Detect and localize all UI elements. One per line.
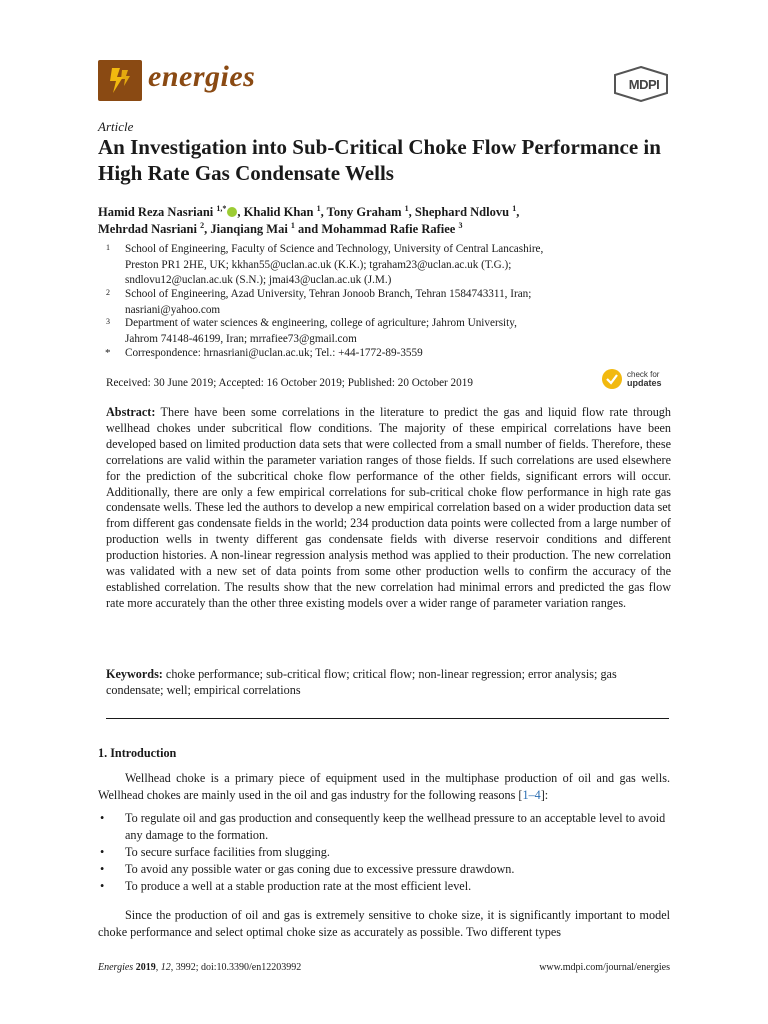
author-name[interactable]: Khalid Khan: [243, 205, 314, 219]
lightning-icon: [98, 60, 142, 101]
bullet-icon: •: [100, 811, 105, 825]
author-name[interactable]: Tony Graham: [326, 205, 402, 219]
journal-name[interactable]: energies: [148, 60, 256, 93]
abstract-text: There have been some correlations in the literature to predict the gas and liquid flow rate through wellhead chokes under subcritical flow conditions. The majority of these empirical correlations have been developed based on limited production data sets that were collected from a small number of fields. Therefore, these correlations are valid within the parameter variation ranges of those fields. If such correlations are used elsewhere for the prediction of the subcritical choke flow performance of the other fields, significant errors will occur. Additionally, there are only a few empirical correlations for sub-critical choke flow performance in high rate gas condensate wells. These led the authors to develop a new empirical correlation based on a wider production data set from different gas condensate fields in the world; 234 production data points were collected from a large number of production wells in twenty different gas condensate fields with diverse reservoir conditions and different production histories. A non-linear regression analysis method was applied to their production. The new correlation was validated with a new set of data points from some other production wells to confirm the accuracy of the established correlation. The results show that the new correlation had minimal errors and predicted the gas flow rate more accurately than the other three existing models over a wider range of parameter variation ranges.: [106, 405, 671, 610]
author-affil: 1,*: [216, 203, 227, 213]
paragraph-text-end: ]:: [540, 788, 549, 802]
reasons-list: [98, 810, 670, 895]
divider: [106, 718, 669, 719]
affiliation-line: Preston PR1 2HE, UK; kkhan55@uclan.ac.uk (K.K.); tgraham23@uclan.ac.uk (T.G.);: [125, 258, 512, 271]
list-item-text: To produce a well at a stable production rate at the most efficient level.: [125, 879, 472, 893]
list-item: [98, 844, 670, 861]
check-for-updates-badge[interactable]: [601, 368, 681, 392]
section-heading: 1. Introduction: [98, 746, 177, 760]
check-updates-icon: [601, 368, 623, 390]
article-title: An Investigation into Sub-Critical Choke Flow Performance in High Rate Gas Condensate Wells: [98, 135, 661, 185]
publication-dates: Received: 30 June 2019; Accepted: 16 October 2019; Published: 20 October 2019: [106, 377, 473, 389]
author-affil: 1: [512, 203, 517, 213]
affiliation-line: Department of water sciences & engineering, college of agriculture; Jahrom University,: [125, 317, 517, 329]
publisher-name: MDPI: [628, 77, 660, 92]
correspondence-line: Correspondence: hrnasriani@uclan.ac.uk; Tel.: +44-1772-89-3559: [125, 347, 423, 359]
list-item: [98, 878, 670, 895]
article-type: Article: [98, 119, 134, 134]
author-name[interactable]: Mohammad Rafie Rafiee: [321, 222, 456, 236]
check-updates-line2: updates: [627, 378, 662, 388]
orcid-icon[interactable]: [227, 207, 237, 217]
intro-paragraph-1: [98, 770, 670, 804]
footer-volume: 12: [160, 962, 171, 973]
intro-paragraph-2: Since the production of oil and gas is extremely sensitive to choke size, it is significantly important to model choke performance and select optimal choke size as accurately as possible. Two different types: [98, 908, 670, 939]
check-updates-line1: check for: [627, 370, 660, 379]
affiliation-number: 2: [106, 288, 110, 297]
citation-link[interactable]: 1–4: [522, 788, 541, 802]
affiliation-1: [98, 242, 678, 289]
bullet-icon: •: [100, 879, 105, 893]
affiliation-line: School of Engineering, Azad University, Tehran Jonoob Branch, Tehran 1584743311, Iran;: [125, 288, 532, 300]
affiliation-line: sndlovu12@uclan.ac.uk (S.N.); jmai43@uclan.ac.uk (J.M.): [125, 274, 392, 286]
affiliation-line: Jahrom 74148-46199, Iran; mrrafiee73@gmail.com: [125, 332, 357, 345]
bullet-icon: •: [100, 845, 105, 859]
list-item-text: To regulate oil and gas production and consequently keep the wellhead pressure to an acceptable level to avoid any damage to the formation.: [125, 811, 666, 842]
affiliation-3: [98, 316, 678, 347]
author-name[interactable]: Hamid Reza Nasriani: [98, 205, 214, 219]
list-item-text: To avoid any possible water or gas coning due to excessive pressure drawdown.: [125, 862, 515, 876]
list-item: [98, 861, 670, 878]
footer-journal: Energies: [98, 962, 134, 973]
affiliation-number: 3: [106, 317, 110, 326]
affiliation-line: nasriani@yahoo.com: [125, 303, 221, 316]
footer-url[interactable]: www.mdpi.com/journal/energies: [539, 962, 670, 973]
list-item: [98, 810, 670, 844]
footer-doi[interactable]: , 3992; doi:10.3390/en12203992: [170, 962, 302, 973]
paragraph-text: Wellhead choke is a primary piece of equipment used in the multiphase production of oil and gas wells. Wellhead chokes are mainly used in the oil and gas industry for the following reasons [: [98, 771, 670, 802]
author-affil: 1: [290, 220, 295, 230]
affiliation-line: School of Engineering, Faculty of Science and Technology, University of Central Lancashire,: [125, 243, 544, 255]
affiliation-2: [98, 287, 678, 318]
keywords-label: Keywords:: [106, 667, 163, 681]
author-affil: 2: [200, 220, 205, 230]
abstract: [106, 405, 671, 612]
author-list: Hamid Reza Nasriani $^{1,*}$ , Khalid Khan $^1$, Tony Graham $^1$, Shephard Ndlovu $^1$, Mehrdad Nasriani $^2$, Jianqiang Mai $^1$ and Mohammad Rafie Rafiee $^3$: [98, 203, 520, 236]
author-name[interactable]: Mehrdad Nasriani: [98, 222, 197, 236]
footer-citation: Energies 2019, 12, 3992; doi:10.3390/en12203992: [98, 962, 302, 973]
correspondence-marker: *: [105, 347, 111, 359]
journal-logo: [98, 60, 142, 101]
abstract-label: Abstract:: [106, 405, 156, 419]
footer-year: 2019: [135, 962, 156, 973]
list-item-text: To secure surface facilities from slugging.: [125, 845, 330, 859]
author-name[interactable]: Jianqiang Mai: [210, 222, 288, 236]
author-affil: 3: [458, 220, 463, 230]
affiliation-number: 1: [106, 243, 110, 252]
author-name[interactable]: Shephard Ndlovu: [414, 205, 510, 219]
correspondence: [98, 346, 678, 362]
author-conjunction: and: [298, 222, 319, 236]
author-affil: 1: [316, 203, 321, 213]
keywords: [106, 667, 671, 699]
author-affil: 1: [404, 203, 409, 213]
keywords-text: choke performance; sub-critical flow; critical flow; non-linear regression; error analysis; gas condensate; well; empirical correlations: [106, 667, 617, 697]
bullet-icon: •: [100, 862, 105, 876]
